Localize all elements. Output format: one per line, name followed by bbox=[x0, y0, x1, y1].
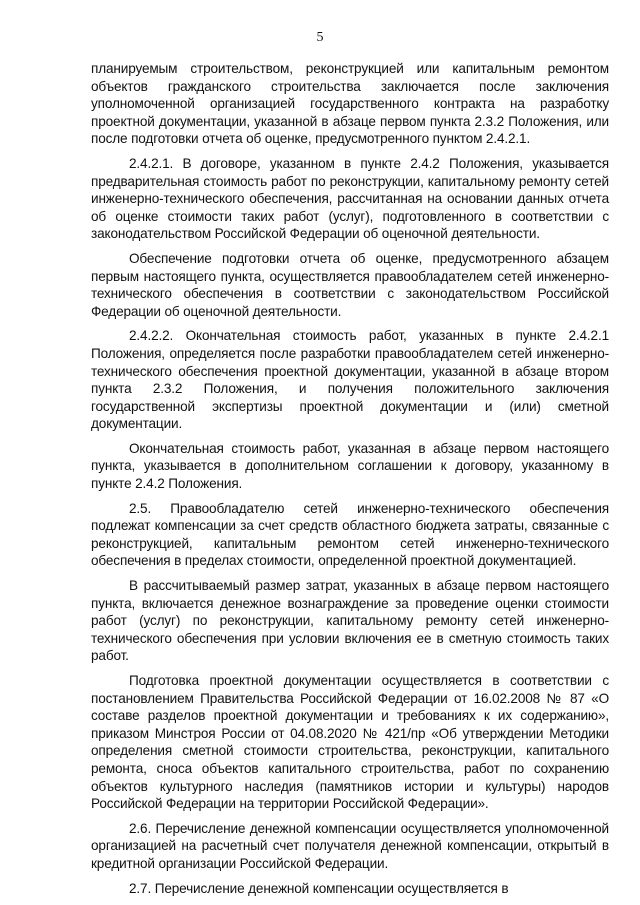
paragraph-2-7: 2.7. Перечисление денежной компенсации осуществляется в bbox=[129, 880, 509, 896]
paragraph-project-documentation: Подготовка проектной документации осуществляется в соответствии с постановлением Правительства Российской Федерации от 16.02.2008 № 87 «О составе разделов проектной документации и требованиях к их содержанию», приказом Минстроя России от 04.08.2020 № 421/пр «Об утверждении Методики определения сметной стоимости строительства, реконструкции, капитального ремонта, сноса объектов капитального строительства, работ по сохранению объектов культурного наследия (памятников истории и культуры) народов Российской Федерации на территории Российской Федерации». bbox=[91, 673, 609, 812]
page-number: 5 bbox=[316, 30, 324, 45]
paragraph-2-4-2-1: 2.4.2.1. В договоре, указанном в пункте 2.4.2 Положения, указывается предварительная стоимость работ по реконструкции, капитальному ремонту сетей инженерно-технического обеспечения, рассчитанная на основании данных отчета об оценке стоимости таких работ (услуг), подготовленного в соответствии с законодательством Российской Федерации об оценочной деятельности. bbox=[91, 155, 609, 242]
paragraph-2-6: 2.6. Перечисление денежной компенсации осуществляется уполномоченной организацией на расчетный счет получателя денежной компенсации, открытый в кредитной организации Российской Федерации. bbox=[91, 820, 609, 871]
paragraph-continuation: планируемым строительством, реконструкцией или капитальным ремонтом объектов гражданского строительства заключается после заключения уполномоченной организацией государственного контракта на разработку проектной документации, указанной в абзаце первом пункта 2.3.2 Положения, или после подготовки отчета об оценке, предусмотренного пунктом 2.4.2.1. bbox=[91, 61, 609, 147]
paragraph-2-5: 2.5. Правообладателю сетей инженерно-технического обеспечения подлежат компенсации за счет средств областного бюджета затраты, связанные с реконструкцией, капитальным ремонтом сетей инженерно-технического обеспечения в пределах стоимости, определенной проектной документацией. bbox=[91, 500, 609, 569]
document-body bbox=[91, 60, 609, 904]
paragraph-final-cost: Окончательная стоимость работ, указанная в абзаце первом настоящего пункта, указывается в дополнительном соглашении к договору, указанному в пункте 2.4.2 Положения. bbox=[91, 440, 609, 492]
paragraph-2-4-2-2: 2.4.2.2. Окончательная стоимость работ, указанных в пункте 2.4.2.1 Положения, определяется после разработки правообладателем сетей инженерно-технического обеспечения проектной документации, указанной в абзаце втором пункта 2.3.2 Положения, и получения положительного заключения государственной экспертизы проектной документации и (или) сметной документации. bbox=[91, 328, 609, 432]
paragraph-calculated-costs: В рассчитываемый размер затрат, указанных в абзаце первом настоящего пункта, включается денежное вознаграждение за проведение оценки стоимости работ (услуг) по реконструкции, капитальному ремонту сетей инженерно-технического обеспечения при условии включения ее в сметную стоимость таких работ. bbox=[91, 578, 609, 664]
paragraph-assessment-report: Обеспечение подготовки отчета об оценке, предусмотренного абзацем первым настоящего пункта, осуществляется правообладателем сетей инженерно-технического обеспечения в соответствии с законодательством Российской Федерации об оценочной деятельности. bbox=[91, 250, 609, 319]
